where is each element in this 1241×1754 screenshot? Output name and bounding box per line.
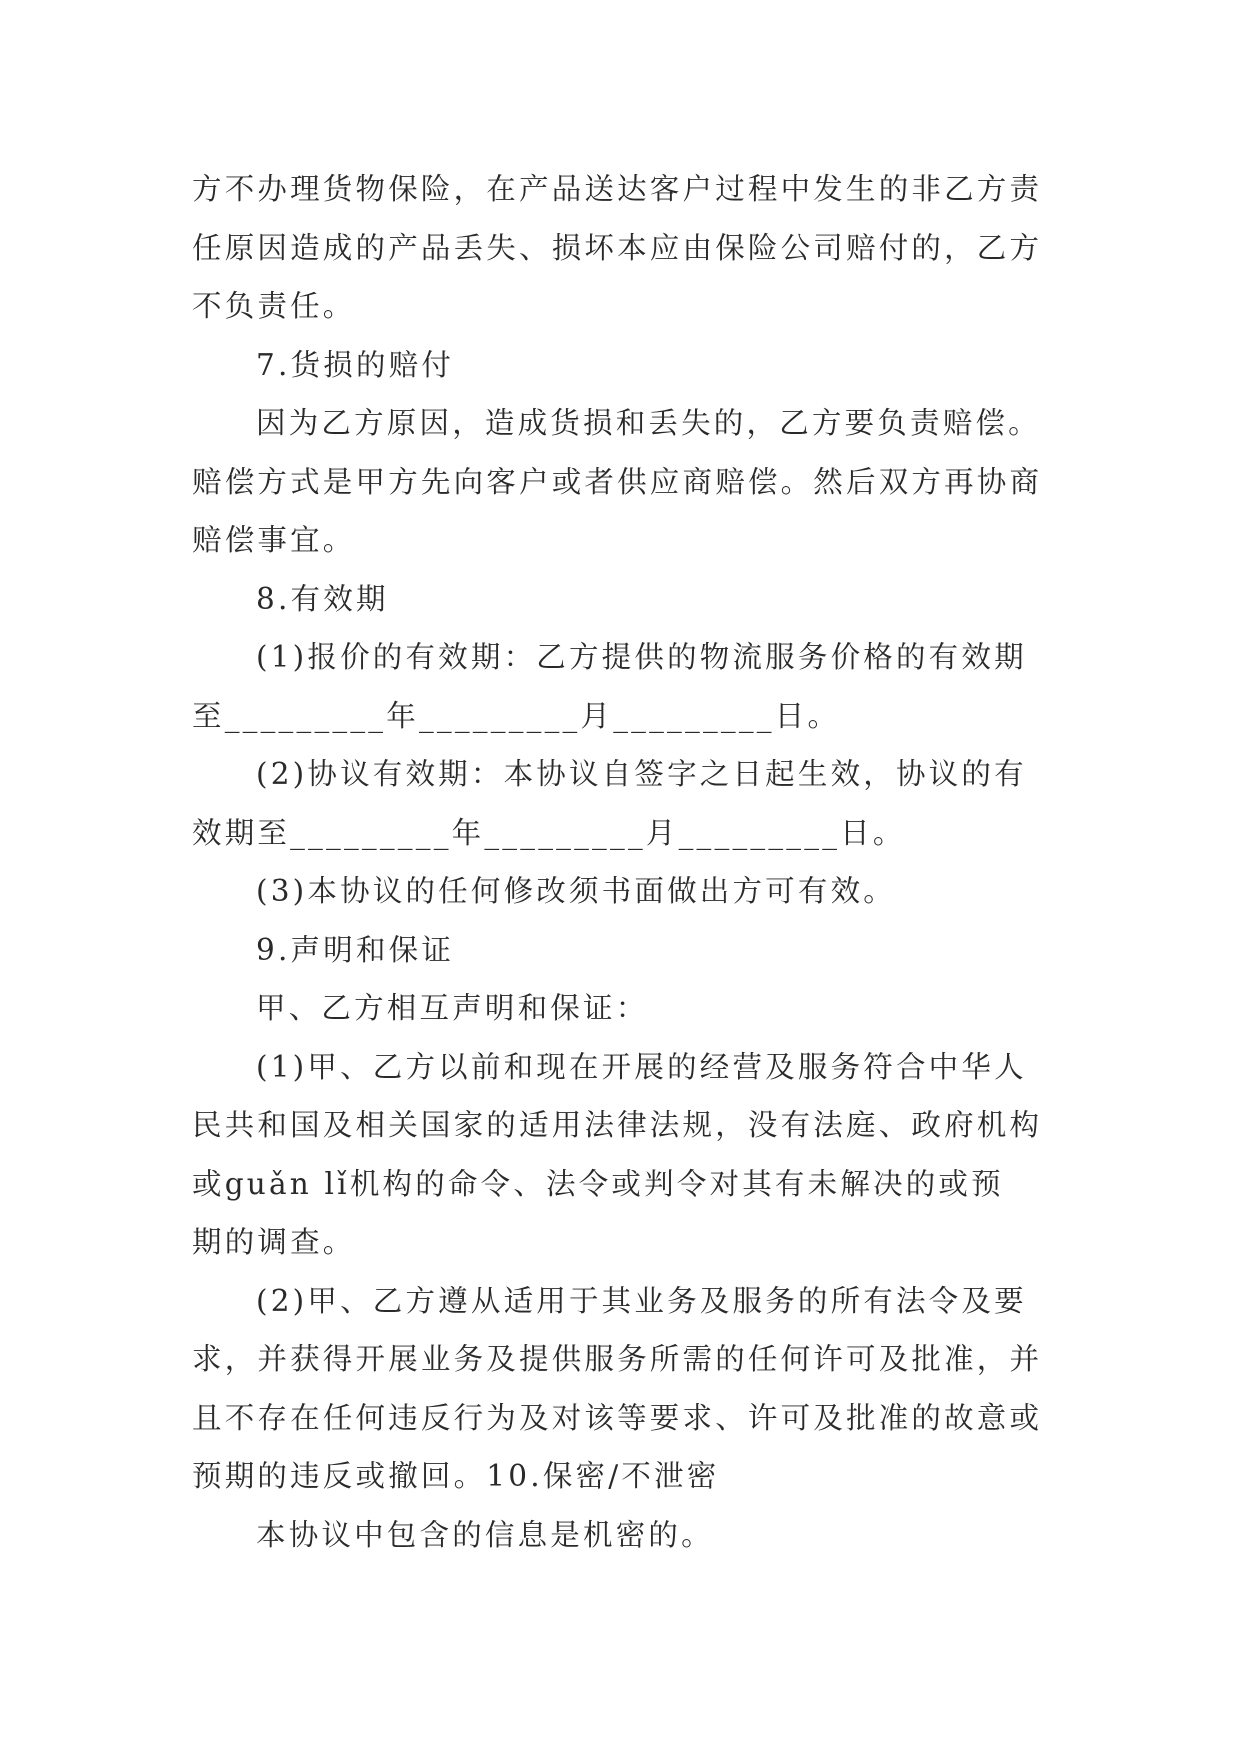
text-line: 因为乙方原因，造成货损和丢失的，乙方要负责赔偿。 bbox=[256, 406, 1041, 440]
text-line: 预期的违反或撤回。10.保密/不泄密 bbox=[192, 1459, 720, 1493]
date-blank-line: 至_________年_________月_________日。 bbox=[192, 698, 841, 733]
text-line: 赔偿方式是甲方先向客户或者供应商赔偿。然后双方再协商 bbox=[192, 464, 1043, 499]
text-line: 方不办理货物保险，在产品送达客户过程中发生的非乙方责 bbox=[192, 172, 1043, 206]
text-line: 不负责任。 bbox=[192, 289, 356, 323]
text-line: (3)本协议的任何修改须书面做出方可有效。 bbox=[256, 874, 896, 908]
text-line: (1)报价的有效期：乙方提供的物流服务价格的有效期 bbox=[256, 640, 1027, 674]
date-blank-line: 效期至_________年_________月_________日。 bbox=[192, 815, 906, 850]
section-heading-8: 8.有效期 bbox=[256, 581, 389, 616]
section-heading-7: 7.货损的赔付 bbox=[256, 347, 455, 382]
text-line: 赔偿事宜。 bbox=[192, 523, 356, 557]
section-heading-9: 9.声明和保证 bbox=[256, 932, 455, 967]
text-line: 本协议中包含的信息是机密的。 bbox=[256, 1517, 714, 1552]
document-body bbox=[192, 160, 1052, 1564]
text-line: (2)甲、乙方遵从适用于其业务及服务的所有法令及要 bbox=[256, 1283, 1027, 1318]
text-line: 且不存在任何违反行为及对该等要求、许可及批准的故意或 bbox=[192, 1400, 1043, 1435]
text-line: 甲、乙方相互声明和保证： bbox=[256, 991, 649, 1025]
text-line: 民共和国及相关国家的适用法律法规，没有法庭、政府机构 bbox=[192, 1108, 1043, 1142]
text-line: 或guǎn lǐ机构的命令、法令或判令对其有未解决的或预 bbox=[192, 1166, 1004, 1201]
text-line: 求，并获得开展业务及提供服务所需的任何许可及批准，并 bbox=[192, 1342, 1043, 1376]
text-line: (1)甲、乙方以前和现在开展的经营及服务符合中华人 bbox=[256, 1049, 1027, 1084]
text-line: 任原因造成的产品丢失、损坏本应由保险公司赔付的，乙方 bbox=[192, 230, 1043, 265]
text-line: (2)协议有效期：本协议自签字之日起生效，协议的有 bbox=[256, 757, 1027, 791]
text-line: 期的调查。 bbox=[192, 1225, 356, 1259]
